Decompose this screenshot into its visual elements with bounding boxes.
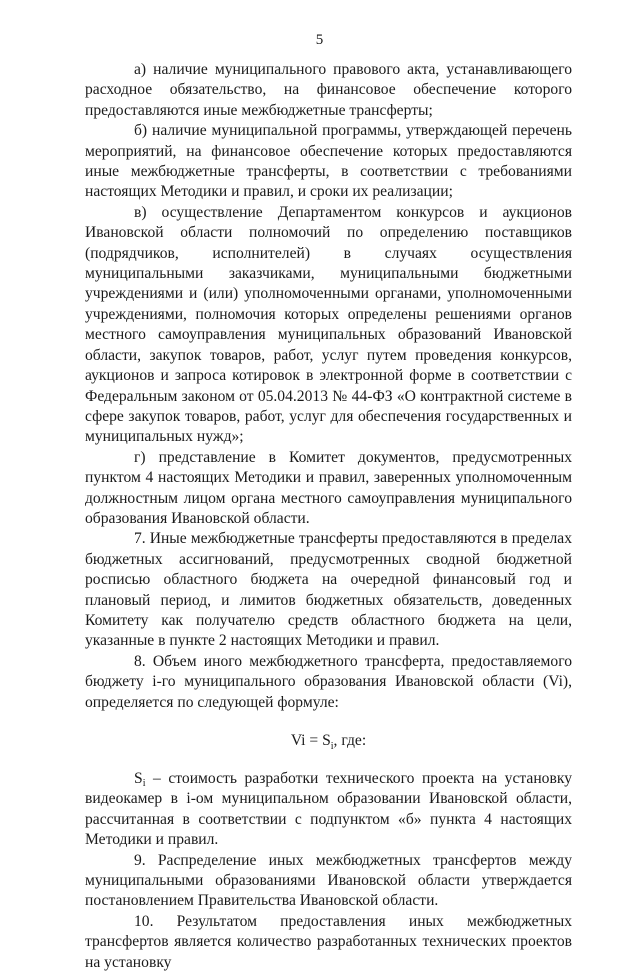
paragraph-10: 10. Результатом предоставления иных межбюджетных трансфертов является количество разработанных технических проектов на установку (85, 912, 572, 971)
document-body (85, 60, 572, 973)
formula-right: , где: (333, 732, 367, 749)
definition-si (85, 769, 572, 851)
paragraph-7: 7. Иные межбюджетные трансферты предоставляются в пределах бюджетных ассигнований, предусмотренных сводной бюджетной росписью областного бюджета на очередной финансовый год и плановый период, и лимитов бюджетных обязательств, доведенных Комитету как получателю средств областного бюджета на цели, указанные в пункте 2 настоящих Методики и правил. (85, 530, 572, 650)
paragraph-g: г) представление в Комитет документов, предусмотренных пунктом 4 настоящих Методики и правил, заверенных уполномоченным должностным лицом органа местного самоуправления муниципального образования Ивановской области. (85, 448, 572, 527)
paragraph-a: а) наличие муниципального правового акта, устанавливающего расходное обязательство, на финансовое обеспечение которого предоставляются иные межбюджетные трансферты; (85, 61, 572, 119)
definition-text: – стоимость разработки технического проекта на установку видеокамер в i-ом муниципальном образовании Ивановской области, рассчитанная в соответствии с подпунктом «б» пункта 4 настоящих Методики и правил. (85, 770, 572, 849)
paragraph-8: 8. Объем иного межбюджетного трансферта, предоставляемого бюджету i-го муниципального образования Ивановской области (Vi), определяется по следующей формуле: (85, 652, 572, 711)
paragraph-9: 9. Распределение иных межбюджетных трансфертов между муниципальными образованиями Ивановской области утверждается постановлением Правительства Ивановской области. (85, 851, 572, 910)
paragraph-v: в) осуществление Департаментом конкурсов и аукционов Ивановской области полномочий по определению поставщиков (подрядчиков, исполнителей) в случаях осуществления муниципальными заказчиками, муниципальными бюджетными учреждениями и (или) уполномоченными органами, уполномоченными учреждениями, полномочия которых определены решениями органов местного самоуправления муниципальных образований Ивановской области, закупок товаров, работ, услуг путем проведения конкурсов, аукционов и запроса котировок в электронной форме в соответствии с Федеральным законом от 05.04.2013 № 44-ФЗ «О контрактной системе в сфере закупок товаров, работ, услуг для обеспечения государственных и муниципальных нужд»; (85, 203, 572, 446)
formula (85, 731, 572, 751)
formula-subscript: i (330, 741, 334, 753)
definition-subscript: i (142, 778, 146, 789)
formula-left: Vi = S (290, 732, 331, 749)
page-number: 5 (315, 32, 324, 48)
paragraph-b: б) наличие муниципальной программы, утверждающей перечень мероприятий, на финансовое обеспечение которых предоставляются иные межбюджетные трансферты, в соответствии с требованиями настоящих Методики и правил, и сроки их реализации; (85, 122, 572, 201)
definition-symbol: S (134, 770, 143, 787)
